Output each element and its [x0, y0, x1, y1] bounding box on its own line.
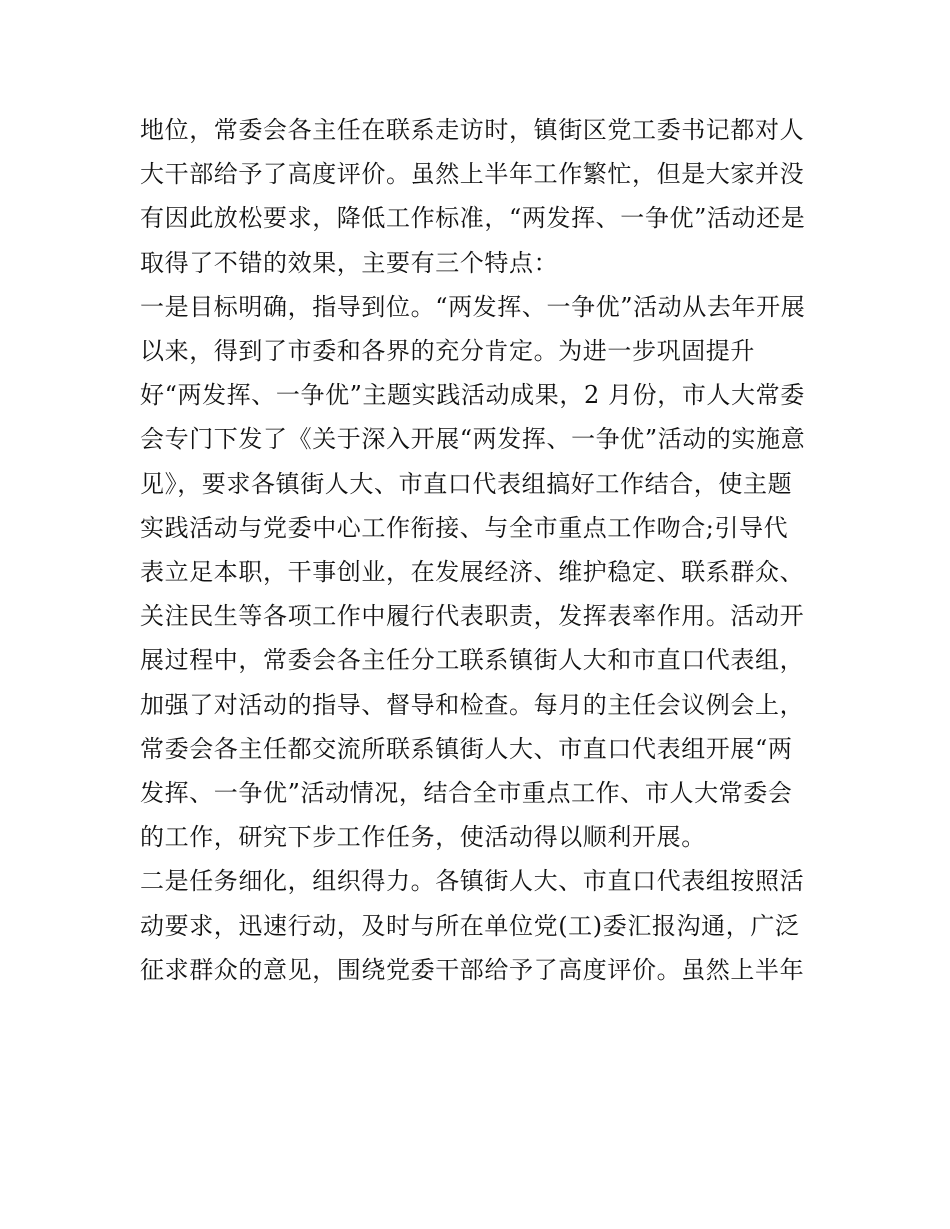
text-line: 以来，得到了市委和各界的充分肯定。为进一步巩固提升 [140, 337, 755, 366]
text-line: 大干部给予了高度评价。虽然上半年工作繁忙，但是大家并没 [140, 160, 805, 189]
text-line: 常委会各主任都交流所联系镇街人大、市直口代表组开展“两 [140, 734, 793, 763]
text-line: 实践活动与党委中心工作衔接、与全市重点工作吻合;引导代 [140, 513, 789, 542]
text-line: 展过程中，常委会各主任分工联系镇街人大和市直口代表组， [140, 646, 805, 675]
text-line: 关注民生等各项工作中履行代表职责，发挥表率作用。活动开 [140, 602, 805, 631]
text-line: 的工作，研究下步工作任务，使活动得以顺利开展。 [140, 823, 706, 852]
text-line: 见》，要求各镇街人大、市直口代表组搞好工作结合，使主题 [140, 469, 793, 498]
text-line: 表立足本职，干事创业，在发展经济、维护稳定、联系群众、 [140, 558, 805, 587]
text-line: 好“两发挥、一争优”主题实践活动成果，2 月份，市人大常委 [140, 381, 805, 410]
text-line: 动要求，迅速行动，及时与所在单位党(工)委汇报沟通，广泛 [140, 911, 800, 940]
text-line: 取得了不错的效果，主要有三个特点： [140, 248, 559, 277]
text-line: 会专门下发了《关于深入开展“两发挥、一争优”活动的实施意 [140, 425, 806, 454]
text-line: 加强了对活动的指导、督导和检查。每月的主任会议例会上， [140, 690, 805, 719]
text-line: 发挥、一争优”活动情况，结合全市重点工作、市人大常委会 [140, 779, 793, 808]
text-line: 有因此放松要求，降低工作标准，“两发挥、一争优”活动还是 [140, 204, 806, 233]
text-line: 二是任务细化，组织得力。各镇街人大、市直口代表组按照活 [140, 867, 805, 896]
text-line: 征求群众的意见，围绕党委干部给予了高度评价。虽然上半年 [140, 955, 805, 984]
text-line: 地位，常委会各主任在联系走访时，镇街区党工委书记都对人 [140, 116, 805, 144]
document-body [140, 108, 815, 992]
text-line: 一是目标明确，指导到位。“两发挥、一争优”活动从去年开展 [140, 292, 806, 321]
